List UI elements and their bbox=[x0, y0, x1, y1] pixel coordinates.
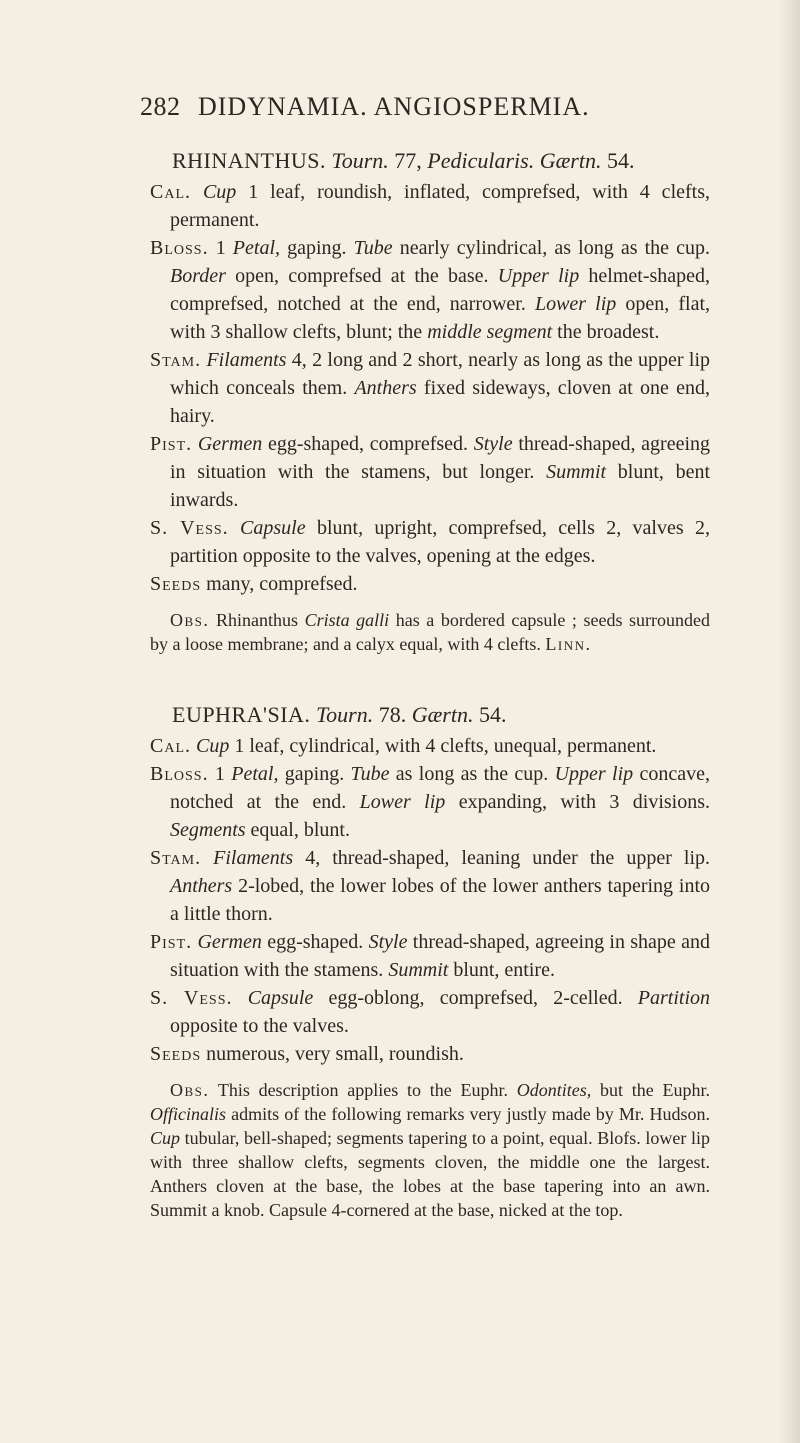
section-label: Stam. bbox=[150, 349, 202, 371]
observation-note bbox=[150, 608, 710, 656]
description: egg-oblong, comprefsed, 2-celled. bbox=[328, 987, 623, 1009]
section-label: Obs. bbox=[170, 1080, 210, 1100]
seeds-paragraph bbox=[150, 570, 710, 598]
description: 4, 2 long and 2 short, nearly as long as the upper lip which conceals them. bbox=[170, 349, 711, 399]
description: blunt, upright, comprefsed, cells 2, valves 2, partition opposite to the valves, opening at the edges. bbox=[170, 517, 711, 567]
entry-rhinanthus bbox=[150, 146, 710, 656]
term: Summit bbox=[546, 461, 607, 483]
entry-euphrasia bbox=[150, 700, 710, 1222]
term: Lower lip bbox=[534, 293, 617, 315]
term: Tube bbox=[350, 763, 390, 785]
term: Filaments bbox=[213, 847, 294, 869]
term: Petal, bbox=[231, 763, 279, 785]
stamens-paragraph bbox=[150, 346, 711, 430]
section-label: Stam. bbox=[150, 847, 202, 869]
corolla-paragraph bbox=[150, 760, 710, 844]
term: Upper lip bbox=[497, 265, 580, 287]
seed-vessel-paragraph bbox=[150, 514, 711, 570]
genus-title bbox=[172, 146, 710, 176]
description: as long as the cup. bbox=[395, 763, 549, 785]
pistil-paragraph bbox=[150, 928, 710, 984]
authority: Tourn. bbox=[315, 702, 374, 727]
section-label: Bloss. bbox=[150, 237, 209, 259]
seeds-paragraph bbox=[150, 1040, 710, 1068]
synonym: Pedicularis. bbox=[427, 148, 535, 173]
term: Anthers bbox=[354, 377, 417, 399]
term: Crista galli bbox=[304, 610, 390, 630]
section-label: S. Vess. bbox=[150, 517, 229, 539]
section-label: Bloss. bbox=[150, 763, 209, 785]
author-name: Linn. bbox=[545, 634, 592, 654]
term: Germen bbox=[197, 433, 263, 455]
description: 1 bbox=[214, 763, 225, 785]
description: opposite to the valves. bbox=[170, 1015, 349, 1037]
description: thread-shaped, agreeing in shape and situation with the stamens. bbox=[170, 931, 710, 981]
term: Cup bbox=[196, 735, 230, 757]
section-heading: DIDYNAMIA. ANGIOSPERMIA. bbox=[198, 92, 590, 121]
description: has a bordered capsule ; seeds surrounded by a loose membrane; and a calyx equal, with 4 clefts. bbox=[150, 610, 711, 654]
section-label: Obs. bbox=[170, 610, 210, 630]
description: egg-shaped. bbox=[267, 931, 364, 953]
description: helmet-shaped, comprefsed, notched at the end, narrower. bbox=[170, 265, 711, 315]
calyx-paragraph bbox=[150, 178, 710, 234]
description: the broadest. bbox=[557, 321, 660, 343]
description: concave, notched at the end. bbox=[170, 763, 710, 813]
reference: 54. bbox=[478, 702, 507, 727]
term: Petal, bbox=[232, 237, 281, 259]
description: equal, blunt. bbox=[250, 819, 350, 841]
section-label: S. Vess. bbox=[150, 987, 233, 1009]
section-label: Seeds bbox=[150, 573, 202, 595]
running-head bbox=[140, 92, 700, 122]
reference: 54. bbox=[606, 148, 635, 173]
term: Cup bbox=[202, 181, 237, 203]
genus-name: RHINANTHUS. bbox=[172, 148, 326, 173]
term: Odontites, bbox=[516, 1080, 592, 1100]
description: many, comprefsed. bbox=[206, 573, 358, 595]
description: thread-shaped, agreeing in situation with the stamens, but longer. bbox=[170, 433, 711, 483]
term: Summit bbox=[388, 959, 449, 981]
reference: 78. bbox=[378, 702, 407, 727]
description: 1 leaf, roundish, inflated, comprefsed, with 4 clefts, permanent. bbox=[170, 181, 710, 231]
page-edge-shadow bbox=[778, 0, 800, 1443]
description: admits of the following remarks very justly made by Mr. Hudson. bbox=[231, 1104, 711, 1124]
seed-vessel-paragraph bbox=[150, 984, 711, 1040]
section-label: Seeds bbox=[150, 1043, 202, 1065]
term: Capsule bbox=[247, 987, 314, 1009]
term: Border bbox=[170, 265, 226, 287]
authority: Gærtn. bbox=[539, 148, 602, 173]
section-label: Pist. bbox=[150, 433, 193, 455]
description: tubular, bell-shaped; segments tapering to a point, equal. Blofs. lower lip with three shallow clefts, segments cloven, the middle one the largest. Anthers cloven at the base, the lobes at the base tapering into an awn. Summit a knob. Capsule 4-cornered at the base, nicked at the top. bbox=[150, 1128, 710, 1220]
term: Anthers bbox=[170, 875, 233, 897]
term: Filaments bbox=[206, 349, 287, 371]
description: 1 leaf, cylindrical, with 4 clefts, unequal, permanent. bbox=[234, 735, 657, 757]
description: gaping. bbox=[284, 763, 345, 785]
description: egg-shaped, comprefsed. bbox=[267, 433, 469, 455]
description: nearly cylindrical, as long as the cup. bbox=[399, 237, 711, 259]
calyx-paragraph bbox=[150, 732, 710, 760]
term: Capsule bbox=[240, 517, 306, 539]
term: Officinalis bbox=[150, 1104, 226, 1124]
section-label: Cal. bbox=[150, 735, 192, 757]
description: open, comprefsed at the base. bbox=[235, 265, 489, 287]
term: Upper lip bbox=[554, 763, 634, 785]
description: open, flat, with 3 shallow clefts, blunt; the bbox=[170, 293, 711, 343]
reference: 77, bbox=[394, 148, 422, 173]
description: numerous, very small, roundish. bbox=[206, 1043, 464, 1065]
description: blunt, bent inwards. bbox=[170, 461, 710, 511]
corolla-paragraph bbox=[150, 234, 711, 346]
description: 4, thread-shaped, leaning under the upper lip. bbox=[305, 847, 711, 869]
description: fixed sideways, cloven at one end, hairy. bbox=[170, 377, 711, 427]
authority: Gærtn. bbox=[411, 702, 474, 727]
description: This description applies to the Euphr. bbox=[217, 1080, 509, 1100]
term: middle segment bbox=[427, 321, 553, 343]
observation-note bbox=[150, 1078, 710, 1222]
description: but the Euphr. bbox=[600, 1080, 710, 1100]
term: Lower lip bbox=[359, 791, 446, 813]
term: Style bbox=[368, 931, 408, 953]
term: Partition bbox=[637, 987, 711, 1009]
section-label: Cal. bbox=[150, 181, 192, 203]
description: expanding, with 3 divisions. bbox=[458, 791, 710, 813]
description: 2-lobed, the lower lobes of the lower anthers tapering into a little thorn. bbox=[170, 875, 711, 925]
authority: Tourn. bbox=[331, 148, 389, 173]
term: Style bbox=[473, 433, 513, 455]
term: Germen bbox=[197, 931, 262, 953]
pistil-paragraph bbox=[150, 430, 711, 514]
description: 1 bbox=[215, 237, 226, 259]
stamens-paragraph bbox=[150, 844, 711, 928]
description: gaping. bbox=[287, 237, 347, 259]
description: blunt, entire. bbox=[453, 959, 555, 981]
genus-name: EUPHRA'SIA. bbox=[172, 702, 311, 727]
term: Cup bbox=[150, 1128, 181, 1148]
term: Segments bbox=[170, 819, 246, 841]
page-number: 282 bbox=[140, 92, 181, 121]
term: Tube bbox=[353, 237, 393, 259]
genus-title bbox=[172, 700, 710, 730]
description: Rhinanthus bbox=[215, 610, 298, 630]
section-label: Pist. bbox=[150, 931, 193, 953]
